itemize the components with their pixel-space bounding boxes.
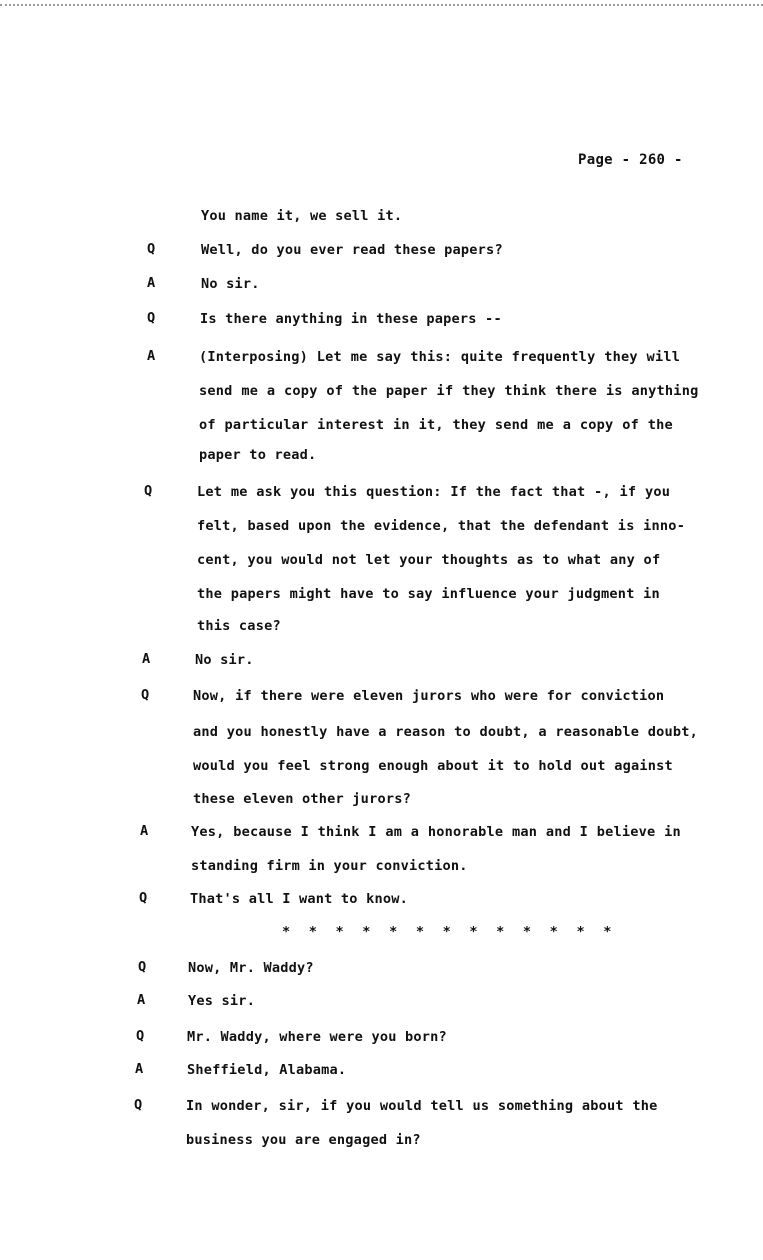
section-separator: * * * * * * * * * * * * * — [282, 924, 617, 940]
transcript-line: Is there anything in these papers -- — [200, 311, 502, 327]
transcript-line: business you are engaged in? — [186, 1132, 421, 1148]
transcript-line: felt, based upon the evidence, that the defendant is inno- — [197, 518, 686, 534]
top-edge-rule — [0, 4, 763, 6]
transcript-line: That's all I want to know. — [190, 891, 408, 907]
transcript-line: Mr. Waddy, where were you born? — [187, 1029, 447, 1045]
question-marker: Q — [144, 483, 153, 499]
transcript-line: Sheffield, Alabama. — [187, 1062, 347, 1078]
page-number: Page - 260 - — [578, 152, 683, 168]
transcript-line: Yes sir. — [188, 993, 256, 1009]
answer-marker: A — [135, 1061, 144, 1077]
answer-marker: A — [140, 823, 149, 839]
transcript-line: these eleven other jurors? — [193, 791, 411, 807]
transcript-line: Well, do you ever read these papers? — [201, 242, 503, 258]
transcript-line: of particular interest in it, they send me a copy of the — [199, 417, 673, 433]
answer-marker: A — [142, 651, 151, 667]
transcript-line: would you feel strong enough about it to hold out against — [193, 758, 673, 774]
transcript-line: cent, you would not let your thoughts as to what any of — [197, 552, 661, 568]
transcript-line: this case? — [197, 618, 281, 634]
transcript-line: You name it, we sell it. — [201, 208, 403, 224]
question-marker: Q — [134, 1097, 143, 1113]
question-marker: Q — [147, 310, 156, 326]
transcript-line: (Interposing) Let me say this: quite frequently they will — [199, 349, 681, 365]
answer-marker: A — [137, 992, 146, 1008]
transcript-line: the papers might have to say influence your judgment in — [197, 586, 660, 602]
question-marker: Q — [139, 890, 148, 906]
answer-marker: A — [147, 348, 156, 364]
question-marker: Q — [136, 1028, 145, 1044]
transcript-line: send me a copy of the paper if they think there is anything — [199, 383, 699, 399]
transcript-line: paper to read. — [199, 447, 317, 463]
transcript-line: Now, Mr. Waddy? — [188, 960, 314, 976]
transcript-line: No sir. — [201, 276, 260, 292]
transcript-line: Yes, because I think I am a honorable man and I believe in — [191, 824, 681, 840]
question-marker: Q — [141, 687, 150, 703]
answer-marker: A — [147, 275, 156, 291]
transcript-line: standing firm in your conviction. — [191, 858, 468, 874]
transcript-line: In wonder, sir, if you would tell us something about the — [186, 1098, 658, 1114]
transcript-line: No sir. — [195, 652, 254, 668]
question-marker: Q — [147, 241, 156, 257]
transcript-line: and you honestly have a reason to doubt, a reasonable doubt, — [193, 724, 699, 740]
transcript-line: Let me ask you this question: If the fact that -, if you — [197, 484, 671, 500]
transcript-line: Now, if there were eleven jurors who were for conviction — [193, 688, 665, 704]
question-marker: Q — [138, 959, 147, 975]
